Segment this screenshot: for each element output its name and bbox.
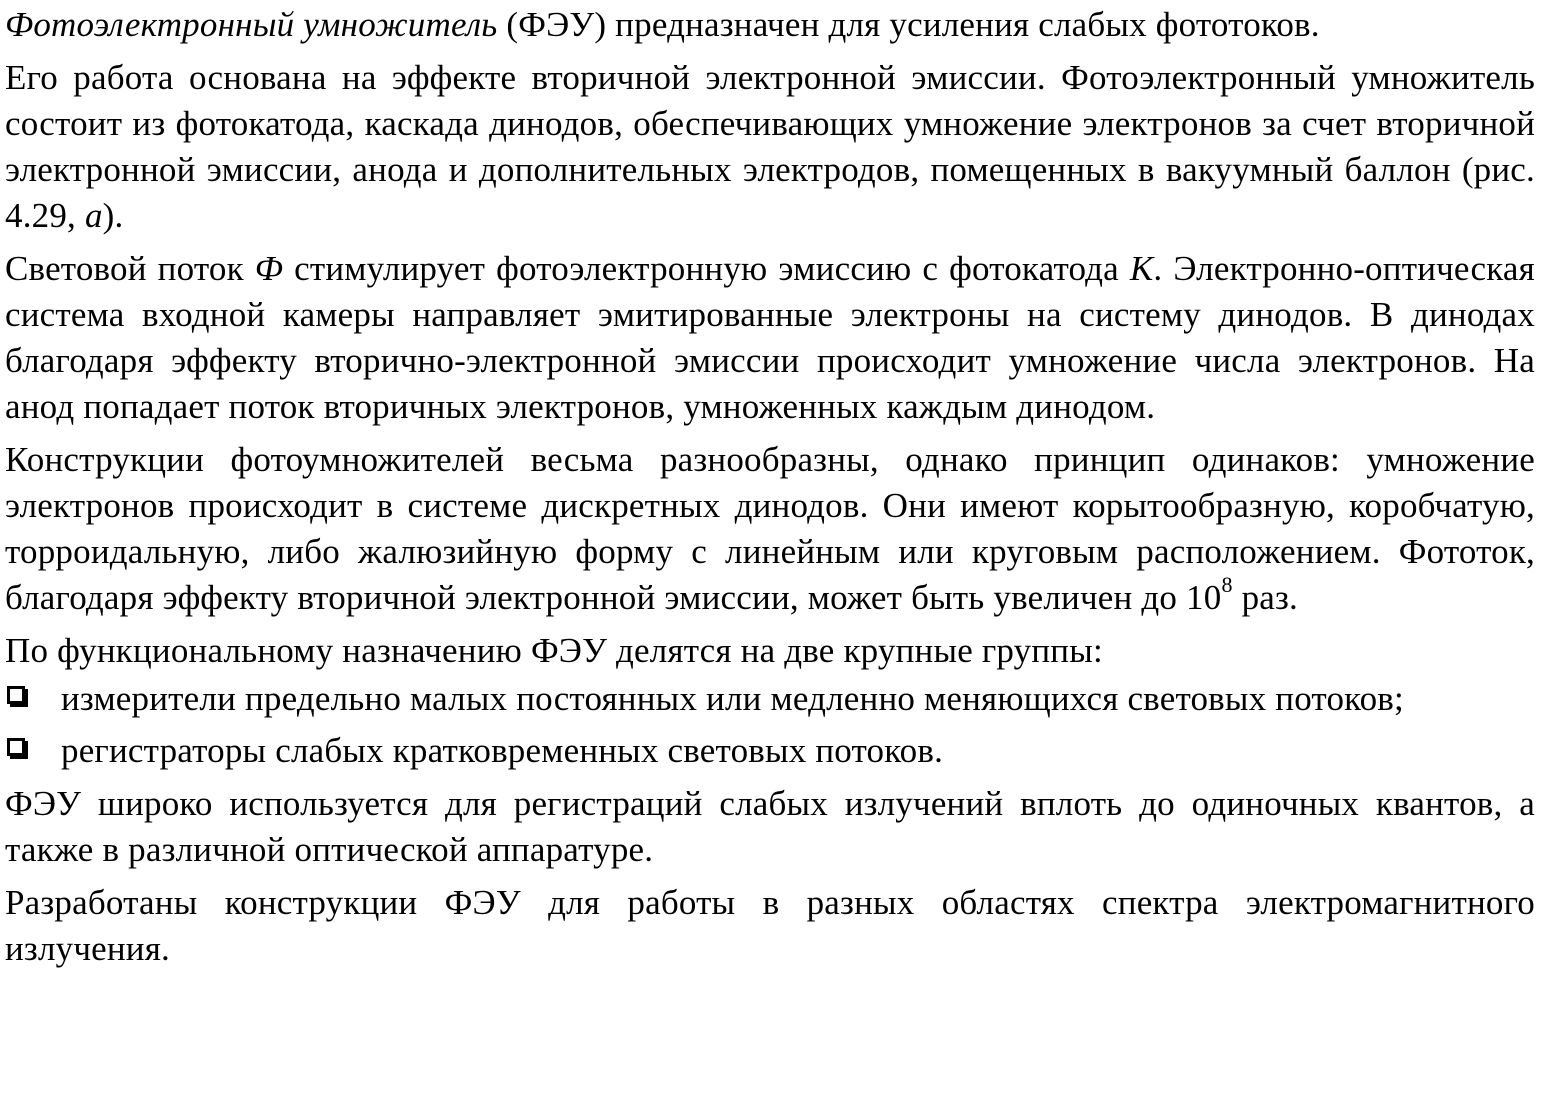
principle-text: Его работа основана на эффекте вторичной электронной эмиссии. Фотоэлектронный умножитель состоит из фотокатода, каскада динодов, обеспечивающих умножение электронов за счет вторичной электронной эмиссии, анода и дополнительных электродов, помещенных в вакуумный баллон (рис. 4.29, [5, 58, 1535, 235]
document-page [5, 0, 1535, 979]
construction-text: Конструкции фотоумножителей весьма разнообразны, однако принцип одинаков: умножение электронов происходит в системе дискретных динодов. Они имеют корытообразную, коробчатую, торроидальную, либо жалюзийную форму с линейным или круговым расположением. Фототок, благодаря эффекту вторичной электронной эмиссии, может быть увеличен до [5, 440, 1535, 617]
paragraph-spectrum: Разработаны конструкции ФЭУ для работы в разных областях спектра электромагнитного излучения. [5, 883, 1535, 968]
paragraph-intro [5, 2, 1535, 48]
paragraph-usage: ФЭУ широко используется для регистраций слабых излучений вплоть до одиночных квантов, а также в различной оптической аппаратуре. [5, 784, 1535, 869]
checkbox-bullet-icon [7, 738, 25, 756]
intro-text: (ФЭУ) предназначен для усиления слабых фототоков. [497, 5, 1320, 44]
list-item [5, 728, 1535, 774]
paragraph-construction [5, 437, 1535, 621]
term-pmt: Фотоэлектронный умножитель [5, 5, 498, 44]
symbol-k: К [1129, 249, 1154, 288]
paragraph-operation [5, 246, 1535, 430]
paragraph-principle [5, 55, 1535, 239]
principle-end: ). [102, 196, 124, 235]
checkbox-bullet-icon [7, 686, 25, 704]
operation-mid: стимулирует фотоэлектронную эмиссию с фотокатода [283, 249, 1130, 288]
construction-end: раз. [1232, 578, 1299, 617]
figure-letter: а [84, 196, 103, 235]
gain-exponent: 8 [1221, 572, 1233, 598]
symbol-phi: Ф [254, 249, 284, 288]
list-item [5, 676, 1535, 722]
list-item-text: регистраторы слабых кратковременных световых потоков. [61, 731, 944, 770]
paragraph-groups: По функциональному назначению ФЭУ делятся на две крупные группы: [5, 631, 1103, 670]
gain-base: 10 [1186, 578, 1222, 617]
operation-rest: . Электронно-оптическая система входной камеры направляет эмитированные электроны на систему динодов. В динодах благодаря эффекту вторично-электронной эмиссии происходит умножение числа электронов. На анод попадает поток вторичных электронов, умноженных каждым динодом. [5, 249, 1535, 426]
operation-start: Световой поток [5, 249, 255, 288]
list-item-text: измерители предельно малых постоянных или медленно меняющихся световых потоков; [61, 679, 1404, 718]
groups-list [5, 676, 1535, 774]
